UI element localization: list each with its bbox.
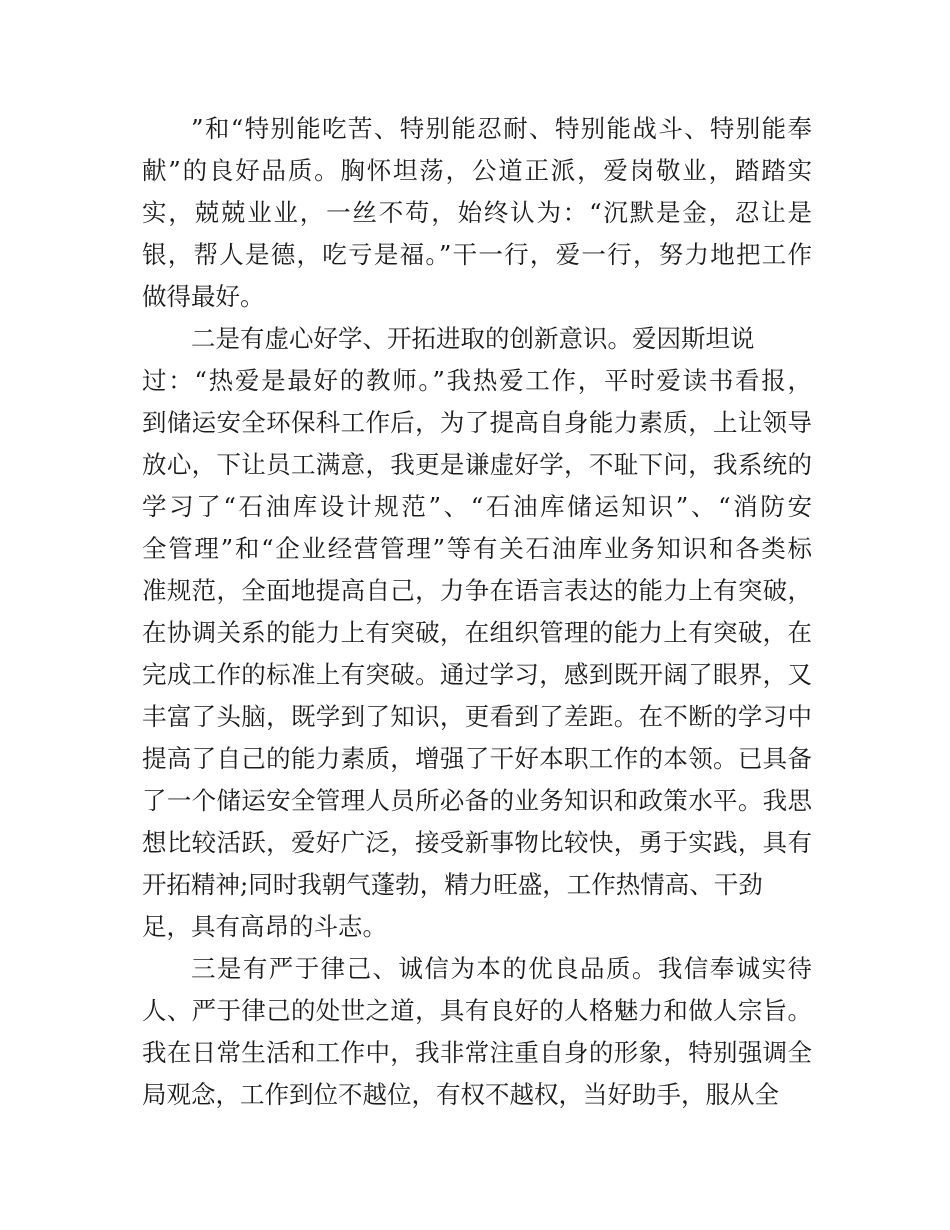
text-line: 学习了“石油库设计规范”、“石油库储运知识”、“消防安	[142, 492, 812, 521]
text-line: 准规范，全面地提高自己，力争在语言表达的能力上有突破，	[142, 576, 812, 605]
text-line: 二是有虚心好学、开拓进取的创新意识。爱因斯坦说	[191, 324, 755, 353]
text-line: 局观念，工作到位不越位，有权不越权，当好助手，服从全	[142, 1080, 779, 1109]
text-line: 提高了自己的能力素质，增强了干好本职工作的本领。已具备	[142, 744, 812, 773]
text-line: 放心，下让员工满意，我更是谦虚好学，不耻下问，我系统的	[142, 450, 812, 479]
document-body	[142, 108, 812, 1116]
text-line: 三是有严于律己、诚信为本的优良品质。我信奉诚实待	[191, 954, 812, 983]
text-line: 了一个储运安全管理人员所必备的业务知识和政策水平。我思	[142, 786, 812, 815]
text-line: 实，兢兢业业，一丝不苟，始终认为：“沉默是金，忍让是	[142, 198, 812, 227]
text-line: 我在日常生活和工作中，我非常注重自身的形象，特别强调全	[142, 1038, 812, 1067]
text-line: 丰富了头脑，既学到了知识，更看到了差距。在不断的学习中	[142, 702, 812, 731]
text-line: 完成工作的标准上有突破。通过学习，感到既开阔了眼界，又	[142, 660, 812, 689]
text-line: 献”的良好品质。胸怀坦荡，公道正派，爱岗敬业，踏踏实	[142, 156, 812, 185]
text-line: 到储运安全环保科工作后，为了提高自身能力素质，上让领导	[142, 408, 812, 437]
text-line: 在协调关系的能力上有突破，在组织管理的能力上有突破，在	[142, 618, 812, 647]
text-line: 人、严于律己的处世之道，具有良好的人格魅力和做人宗旨。	[142, 996, 812, 1025]
text-line: 开拓精神;同时我朝气蓬勃，精力旺盛，工作热情高、干劲	[142, 870, 763, 899]
text-line: 过：“热爱是最好的教师。”我热爱工作，平时爱读书看报，	[142, 366, 812, 395]
text-line: 想比较活跃，爱好广泛，接受新事物比较快，勇于实践，具有	[142, 828, 812, 857]
text-line: 银，帮人是德，吃亏是福。”干一行，爱一行，努力地把工作	[142, 240, 812, 269]
text-line: 做得最好。	[142, 282, 265, 311]
text-line: 全管理”和“企业经营管理”等有关石油库业务知识和各类标	[142, 534, 812, 563]
text-line: ”和“特别能吃苦、特别能忍耐、特别能战斗、特别能奉	[191, 114, 812, 143]
text-line: 足，具有高昂的斗志。	[142, 912, 387, 941]
